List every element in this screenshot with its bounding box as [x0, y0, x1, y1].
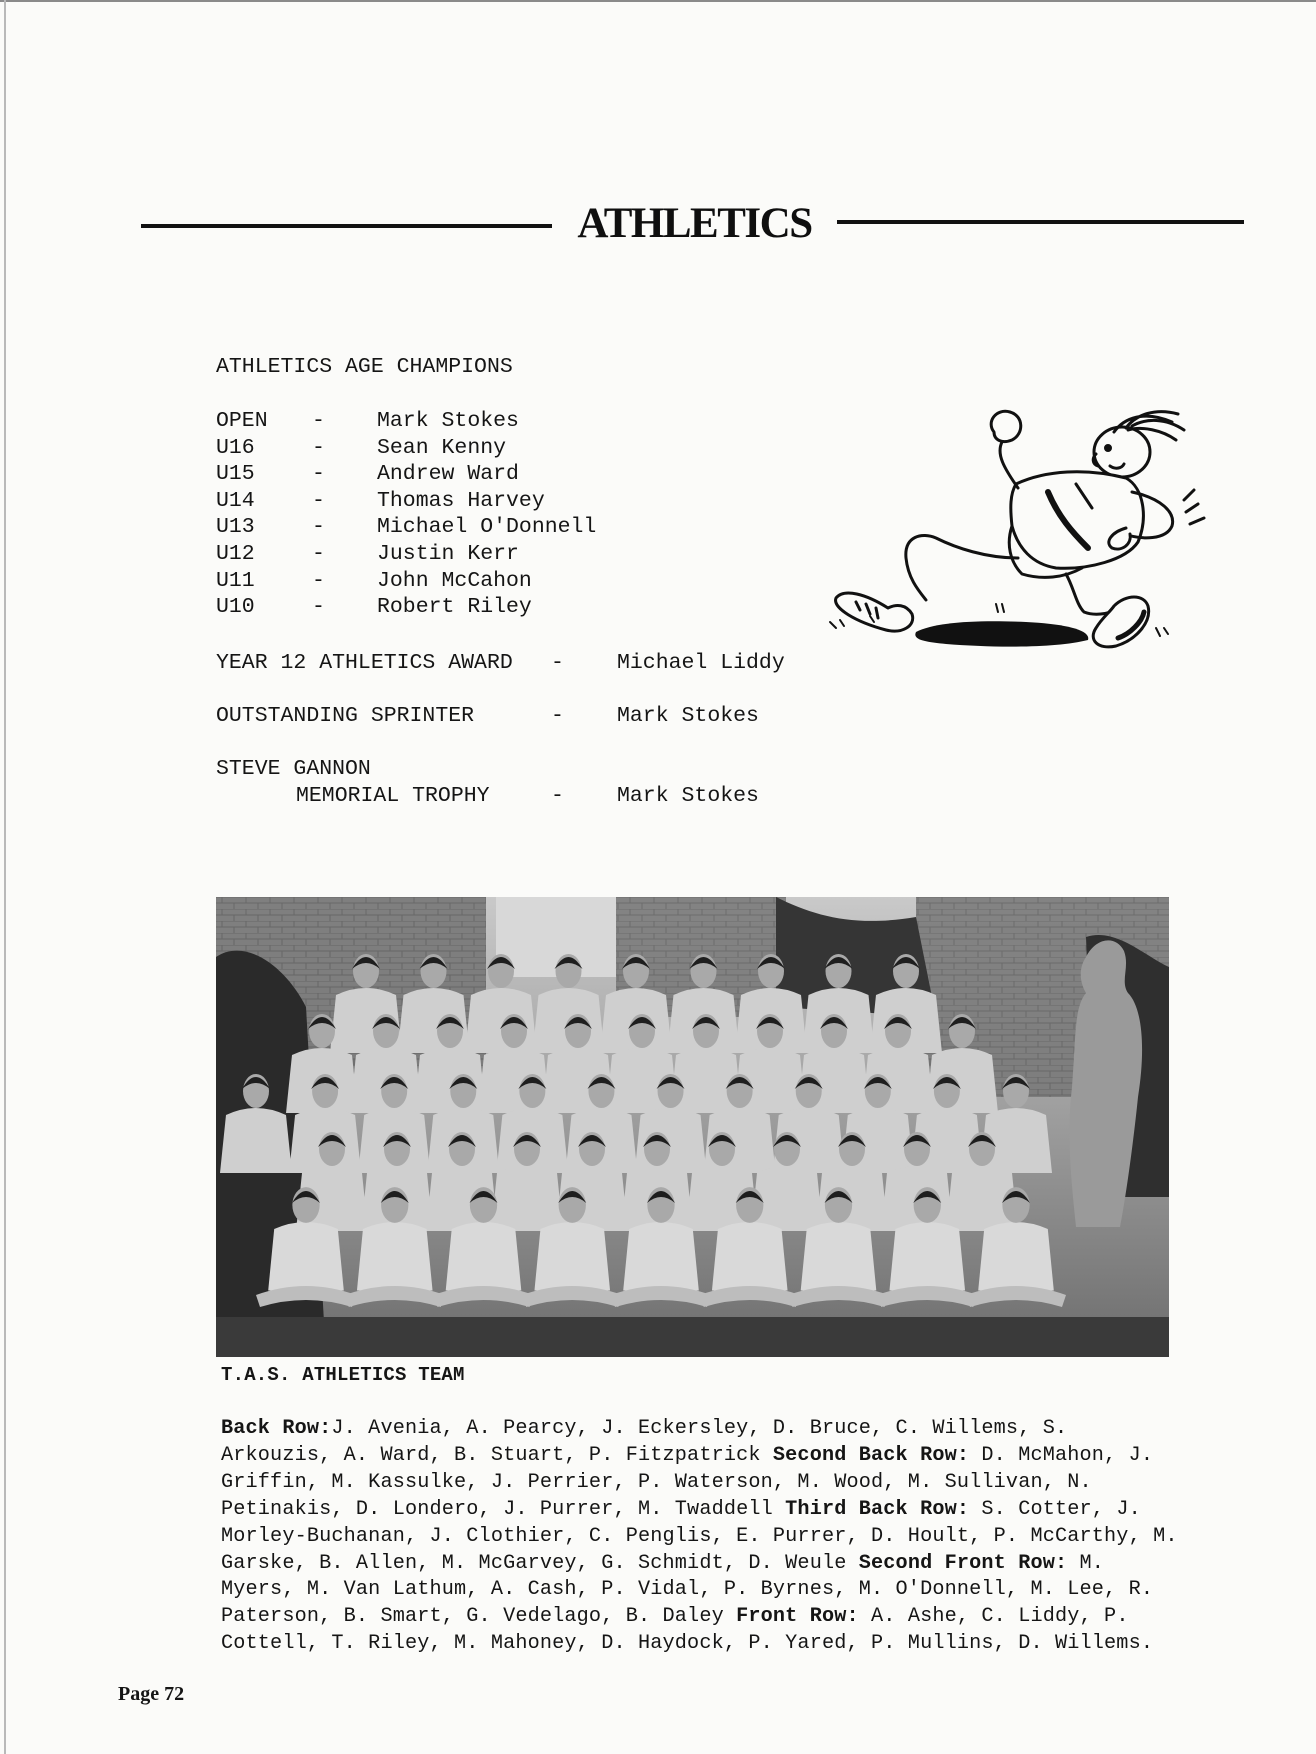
award-label: MEMORIAL TROPHY [296, 784, 490, 808]
roster-row-names: S. Cotter, J. Morley-Buchanan, J. Clothier, C. Penglis, E. Purrer, D. Hoult, P. McCarthy, M. Garske, B. Allen, M. McGarvey, G. Schmidt, D. Weule [221, 1497, 1178, 1575]
champions-list [216, 408, 636, 621]
page-border-left [4, 0, 6, 1754]
student-body [220, 1108, 292, 1173]
champion-name: John McCahon [377, 568, 532, 593]
photo-caption: T.A.S. ATHLETICS TEAM [221, 1364, 465, 1386]
champion-separator: - [312, 568, 325, 593]
champion-separator: - [312, 595, 325, 620]
award-separator: - [551, 784, 564, 808]
champion-age: U14 [216, 488, 255, 513]
roster-row-names: M. Myers, M. Van Lathum, A. Cash, P. Vidal, P. Byrnes, M. O'Donnell, M. Lee, R. Paterson, B. Smart, G. Vedelago, B. Daley [221, 1551, 1154, 1629]
champion-name: Andrew Ward [377, 462, 519, 487]
champion-age: U13 [216, 515, 255, 540]
champion-row [216, 488, 636, 515]
page-border-top [0, 0, 1316, 2]
student-body [414, 1048, 486, 1113]
champion-row [216, 461, 636, 488]
champion-row [216, 594, 636, 621]
roster-row-label: Third Back Row: [785, 1497, 970, 1521]
roster-row-label: Second Back Row: [772, 1443, 970, 1467]
award-memorial-line2 [216, 783, 816, 810]
champion-age: OPEN [216, 409, 268, 433]
champion-row [216, 568, 636, 595]
student-body [801, 1222, 877, 1291]
champion-separator: - [312, 462, 325, 487]
champion-age: U15 [216, 462, 255, 487]
student-body [623, 1222, 699, 1291]
award-separator: - [551, 704, 564, 728]
champion-separator: - [312, 409, 325, 433]
champion-name: Michael O'Donnell [377, 515, 597, 540]
champion-name: Robert Riley [377, 595, 532, 620]
champion-name: Justin Kerr [377, 541, 519, 566]
champions-heading: ATHLETICS AGE CHAMPIONS [216, 355, 513, 379]
award-memorial-line1 [216, 756, 816, 783]
page-title: ATHLETICS [577, 200, 812, 247]
award-label: OUTSTANDING SPRINTER [216, 704, 475, 728]
team-photo [216, 897, 1169, 1357]
team-photo-illustration [216, 897, 1169, 1357]
award-winner: Mark Stokes [617, 704, 759, 728]
roster-row-names: J. Avenia, A. Pearcy, J. Eckersley, D. Bruce, C. Willems, S. Arkouzis, A. Ward, B. Stuart, P. Fitzpatrick [221, 1417, 1068, 1467]
title-rule-left [141, 224, 552, 228]
student-body [635, 1108, 707, 1173]
award-label: STEVE GANNON [216, 757, 371, 781]
champion-age: U12 [216, 541, 255, 566]
student-body [465, 988, 537, 1053]
champion-separator: - [312, 435, 325, 460]
award-winner: Mark Stokes [617, 784, 759, 808]
roster-row-label: Back Row: [221, 1417, 332, 1440]
student-body [446, 1222, 522, 1291]
champion-row [216, 408, 636, 435]
student-body [889, 1222, 965, 1291]
roster-row-names: D. McMahon, J. Griffin, M. Kassulke, J. Perrier, P. Waterson, M. Wood, M. Sullivan, N. Petinakis, D. Londero, J. Purrer, M. Twaddell [221, 1443, 1154, 1521]
award-sprinter [216, 703, 816, 730]
award-winner: Michael Liddy [617, 651, 785, 675]
award-year12 [216, 650, 816, 677]
roster-row-label: Front Row: [736, 1605, 859, 1629]
roster-row-label: Second Front Row: [858, 1551, 1068, 1575]
champion-age: U10 [216, 595, 255, 620]
champion-row [216, 514, 636, 541]
page-number: Page 72 [118, 1683, 185, 1705]
student-body [534, 1222, 610, 1291]
student-body [712, 1222, 788, 1291]
champion-row [216, 541, 636, 568]
title-rule-right [837, 220, 1244, 224]
champion-separator: - [312, 515, 325, 540]
award-label: YEAR 12 ATHLETICS AWARD [216, 651, 513, 675]
champion-separator: - [312, 541, 325, 566]
champion-name: Thomas Harvey [377, 488, 545, 513]
champion-row [216, 435, 636, 462]
champion-name: Mark Stokes [377, 409, 519, 433]
champion-name: Sean Kenny [377, 435, 507, 460]
student-body [268, 1222, 344, 1291]
champion-age: U16 [216, 435, 255, 460]
roster-row-names: A. Ashe, C. Liddy, P. Cottell, T. Riley, M. Mahoney, D. Haydock, P. Yared, P. Mullins, D. Willems. [221, 1605, 1154, 1656]
student-body [491, 1166, 563, 1231]
student-body [978, 1222, 1054, 1291]
award-separator: - [551, 651, 564, 675]
team-roster [221, 1416, 1181, 1658]
runner-cartoon-icon [826, 408, 1216, 666]
student-body [357, 1222, 433, 1291]
champion-separator: - [312, 488, 325, 513]
champion-age: U11 [216, 568, 255, 593]
